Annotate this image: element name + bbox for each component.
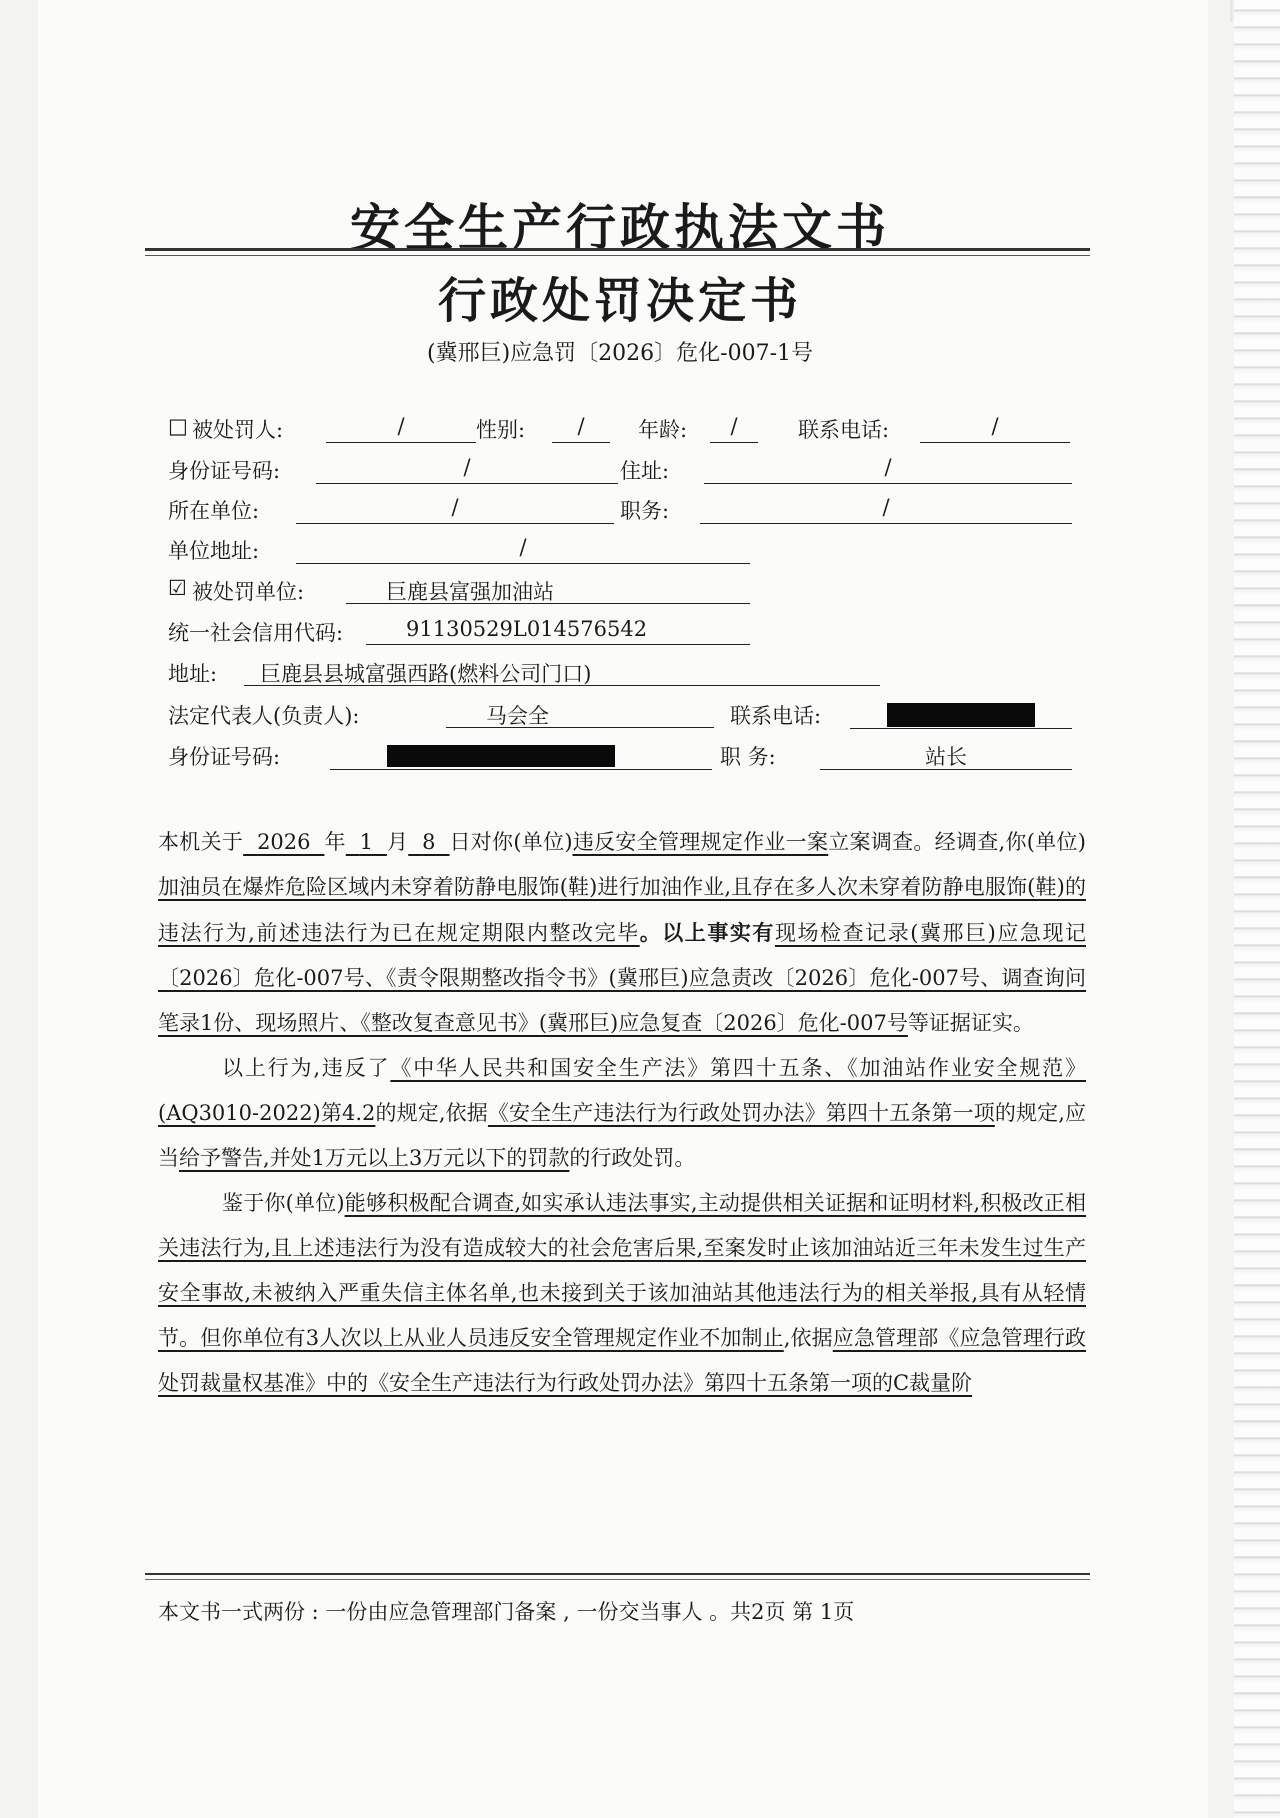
p1-text-3: 月: [386, 830, 409, 854]
p3-text-1: 鉴于你(单位): [222, 1191, 345, 1215]
rep-phone-label: 联系电话:: [730, 704, 822, 728]
p3-text-2: ,依据: [783, 1326, 833, 1350]
gender-value: /: [552, 414, 610, 443]
document-number: (冀邢巨)应急罚〔2026〕危化-007-1号: [426, 341, 813, 366]
employer-label: 所在单位:: [168, 499, 260, 523]
unit-name-value: 巨鹿县富强加油站: [346, 576, 750, 604]
unit-checkbox: ☑: [168, 576, 187, 600]
paragraph-legal-basis: [158, 1046, 1086, 1181]
person-name-value: /: [326, 414, 476, 443]
document-title: 安全生产行政执法文书: [350, 198, 890, 257]
violation-facts: 加油员在爆炸危险区域内未穿着防静电服饰(鞋)进行加油作业,且存在多人次未穿着防静电服饰(鞋)的违法行为,前述违法行为已在规定期限内整改完毕: [158, 875, 1086, 945]
footer-rule-thin: [145, 1579, 1090, 1580]
rep-id-label: 身份证号码:: [168, 745, 281, 769]
person-id-value: /: [316, 455, 618, 484]
p1-text-7: 等证据证实。: [907, 1011, 1034, 1035]
case-day: [408, 830, 449, 854]
p1-text-5: 立案调查。经调查,你(单位): [828, 830, 1086, 854]
employer-value: /: [296, 495, 614, 524]
document-subtitle: 行政处罚决定书: [437, 273, 802, 329]
p1-text-2: 年: [324, 830, 346, 854]
legal-rep-label: 法定代表人(负责人):: [168, 704, 360, 728]
p1-text-1: 本机关于: [158, 830, 244, 854]
person-address-value: /: [704, 455, 1072, 484]
footer-rule-thick: [145, 1573, 1090, 1575]
title-rule-thick: [145, 248, 1090, 251]
rep-id-value: [330, 741, 712, 770]
decision-body: [158, 820, 1086, 1406]
gender-label: 性别:: [476, 418, 526, 442]
duty-value: 站长: [820, 741, 1072, 770]
person-checkbox: □: [168, 414, 188, 438]
p2-text-4: 的行政处罚。: [569, 1146, 696, 1170]
mitigating-circumstances: 能够积极配合调查,如实承认违法事实,主动提供相关证据和证明材料,积极改正相关违法行为,且上述违法行为没有造成较大的社会危害后果,至案发时止该加油站近三年未发生过生产安全事故,未被纳入严重失信主体名单,也未接到关于该加油站其他违法行为的相关举报,具有从轻情节。但你单位有3人次以上从业人员违反安全管理规定作业不加制止: [158, 1191, 1086, 1350]
paragraph-facts: [158, 820, 1086, 1046]
penalty-range: 给予警告,并处1万元以上3万元以下的罚款: [179, 1146, 570, 1170]
position-value: /: [700, 495, 1072, 524]
employer-address-value: /: [296, 535, 750, 564]
duty-label: 职 务:: [720, 745, 776, 769]
person-phone-value: /: [920, 414, 1070, 443]
legal-rep-value: 马会全: [446, 700, 714, 728]
person-phone-label: 联系电话:: [798, 418, 890, 442]
position-label: 职务:: [620, 499, 670, 523]
page-edge-stack: [1234, 0, 1280, 1818]
age-label: 年龄:: [638, 418, 688, 442]
case-day-value: 8: [422, 830, 436, 854]
case-year: [243, 830, 324, 854]
credit-code-label: 统一社会信用代码:: [168, 621, 344, 645]
discretion-standard: 应急管理部《应急管理行政处罚裁量权基准》中的《安全生产违法行为行政处罚办法》第四十五条第一项的C裁量阶: [158, 1326, 1087, 1395]
evidence-list: 现场检查记录(冀邢巨)应急现记〔2026〕危化-007号、《责令限期整改指令书》(冀邢巨)应急责改〔2026〕危化-007号、调查询问笔录1份、现场照片、《整改复查意见书》(冀邢巨)应急复查〔2026〕危化-007号: [158, 921, 1086, 1035]
rep-phone-value: [850, 700, 1072, 729]
unit-name-label: 被处罚单位:: [192, 580, 305, 604]
p1-text-6: 。以上事实有: [639, 920, 775, 945]
credit-code-value: 91130529L014576542: [366, 617, 750, 645]
document-footer: 本文书一式两份 : 一份由应急管理部门备案 , 一份交当事人 。共2页 第 1页: [158, 1600, 855, 1624]
person-address-label: 住址:: [620, 459, 670, 483]
case-month: [346, 830, 387, 854]
title-rule-thin: [145, 255, 1090, 256]
age-value: /: [710, 414, 758, 443]
violated-law: 《中华人民共和国安全生产法》第四十五条、《加油站作业安全规范》(AQ3010-2022)第4.2: [158, 1056, 1086, 1125]
case-name: 违反安全管理规定作业一案: [572, 830, 829, 854]
case-month-value: 1: [359, 830, 374, 854]
p2-text-1: 以上行为,违反了: [222, 1056, 391, 1080]
case-year-value: 2026: [257, 830, 311, 854]
p2-text-3: 的规定,应当: [158, 1101, 1086, 1170]
person-name-label: 被处罚人:: [192, 418, 284, 442]
unit-address-value: 巨鹿县县城富强西路(燃料公司门口): [244, 658, 880, 686]
person-id-label: 身份证号码:: [168, 459, 281, 483]
employer-address-label: 单位地址:: [168, 539, 260, 563]
redaction-bar: [387, 745, 615, 767]
p1-text-4: 日对你(单位): [449, 830, 573, 854]
p2-text-2: 的规定,依据: [375, 1101, 488, 1125]
penalty-basis: 《安全生产违法行为行政处罚办法》第四十五条第一项: [487, 1101, 995, 1125]
redaction-bar: [887, 703, 1035, 727]
unit-address-label: 地址:: [168, 662, 218, 686]
paragraph-mitigation: [158, 1181, 1086, 1406]
